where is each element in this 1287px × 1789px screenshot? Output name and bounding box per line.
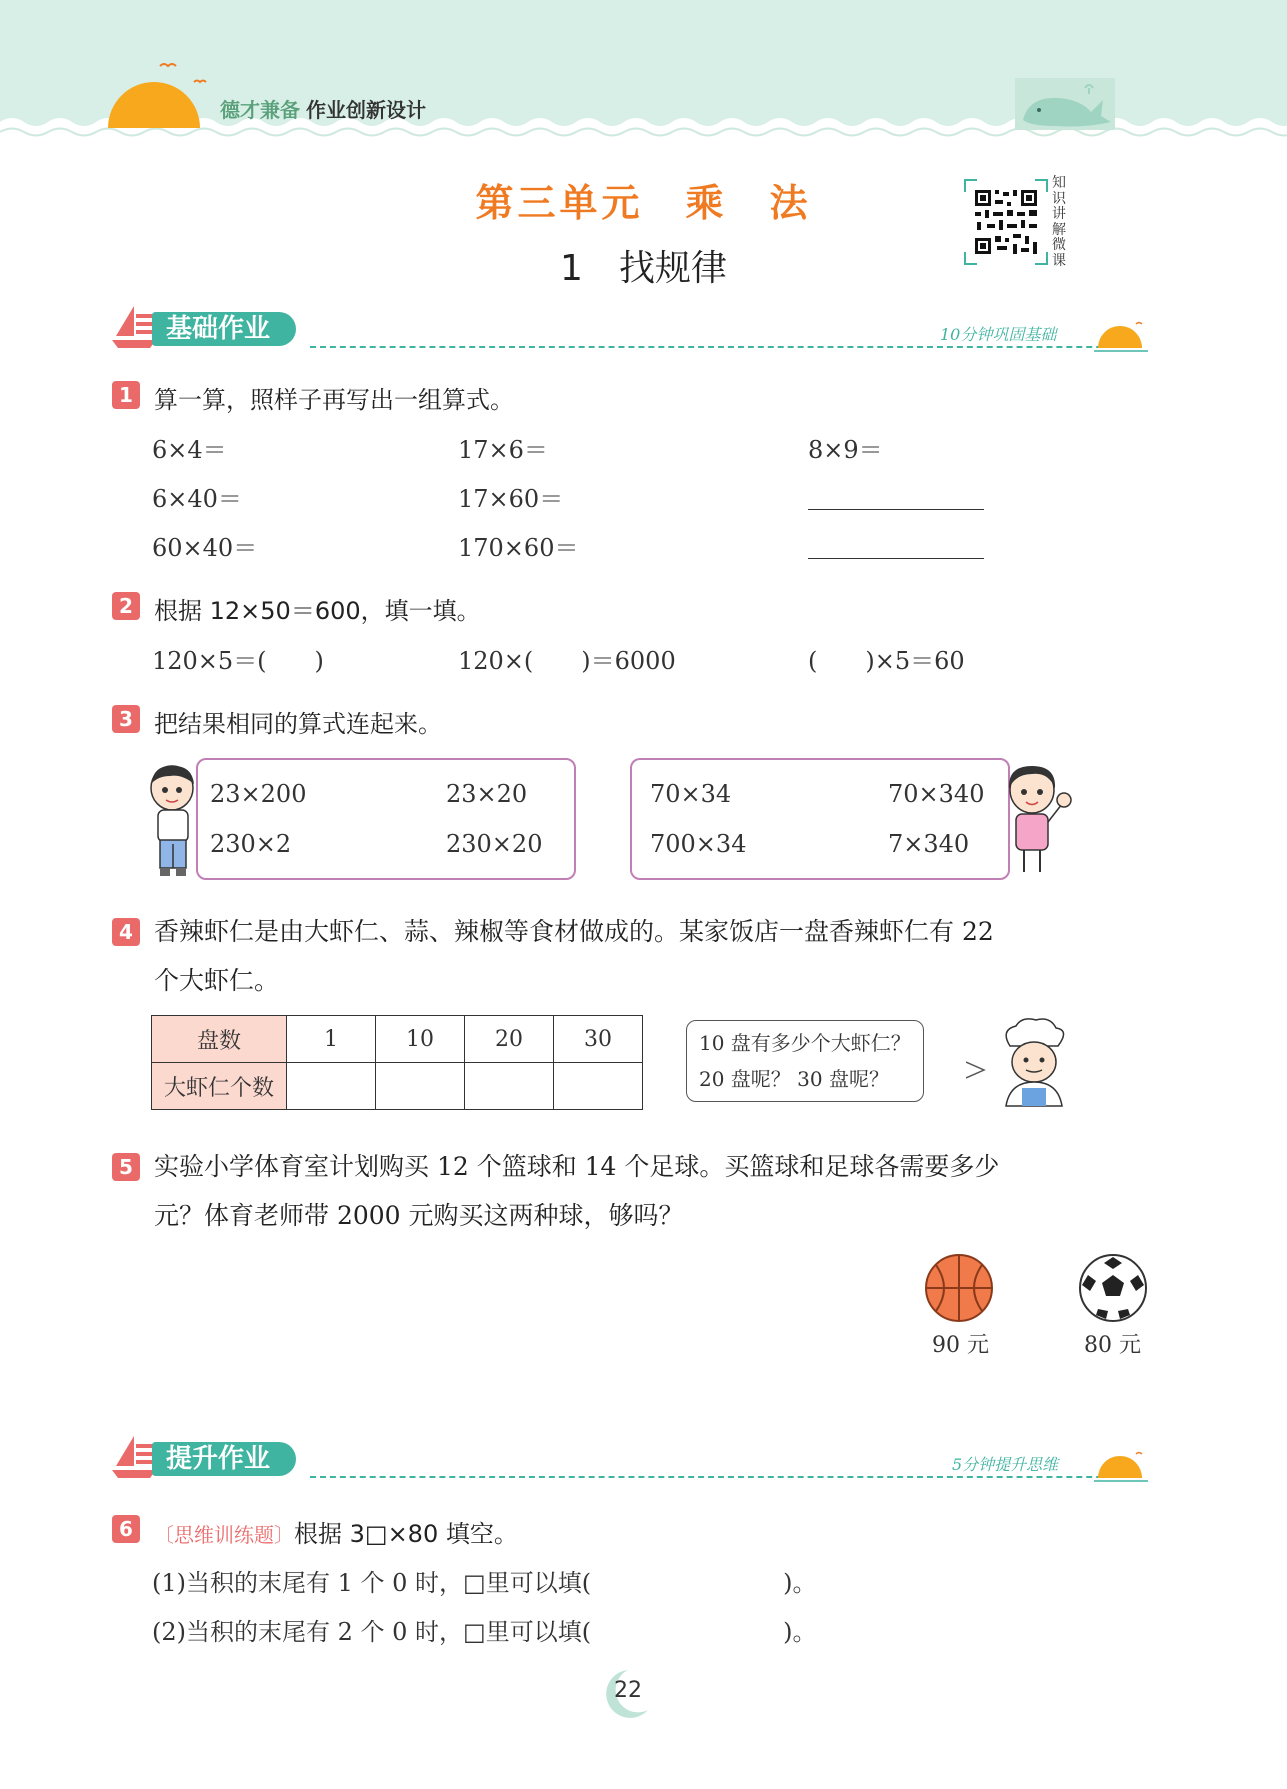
sailboat-icon: [110, 304, 158, 350]
unit-title: 第三单元 乘 法: [475, 181, 812, 225]
match-expr[interactable]: 7×340: [888, 830, 970, 858]
match-expr[interactable]: 70×34: [650, 780, 732, 808]
section-advanced-label: 提升作业: [152, 1442, 296, 1476]
q3-prompt: 把结果相同的算式连起来。: [154, 710, 442, 738]
bubble-tail-icon: [966, 1060, 986, 1082]
q6-part[interactable]: (1)当积的末尾有 1 个 0 时，□里可以填( )。: [152, 1569, 817, 1597]
brand-text: 作业创新设计: [306, 98, 426, 122]
brand-highlight: 德才兼备: [220, 98, 300, 122]
chef-illustration-icon: [996, 1016, 1072, 1108]
q1-expr: 6×40＝: [152, 485, 242, 513]
match-expr[interactable]: 23×200: [210, 780, 307, 808]
q1-expr: 17×60＝: [458, 485, 564, 513]
table-answer-cell[interactable]: [465, 1063, 554, 1110]
table-header-shrimp-count: 大虾仁个数: [152, 1063, 287, 1110]
section-basic-divider: [310, 346, 1142, 348]
question-number: 4: [112, 918, 140, 946]
speech-bubble: [686, 1020, 924, 1102]
bubble-line: 20 盘呢？ 30 盘呢？: [699, 1067, 889, 1091]
q2-item[interactable]: 120×( )＝6000: [458, 647, 676, 675]
q1-expr: 170×60＝: [458, 534, 579, 562]
q6-part[interactable]: (2)当积的末尾有 2 个 0 时，□里可以填( )。: [152, 1618, 817, 1646]
sun-small-icon: [1092, 318, 1150, 354]
table-cell: 1: [287, 1016, 376, 1063]
basketball-icon: [924, 1253, 994, 1323]
qr-label: 知识讲解微课: [1052, 175, 1066, 269]
sun-logo-icon: [100, 56, 210, 136]
q4-line1: 香辣虾仁是由大虾仁、蒜、辣椒等食材做成的。某家饭店一盘香辣虾仁有 22: [154, 917, 994, 946]
question-number: 6: [112, 1515, 140, 1543]
boy-illustration-icon: [146, 764, 200, 878]
section-advanced-divider: [310, 1476, 1142, 1478]
section-advanced-tag: 5分钟提升思维: [952, 1455, 1059, 1474]
question-number: 1: [112, 381, 140, 409]
match-expr[interactable]: 700×34: [650, 830, 747, 858]
brand-title: [220, 94, 426, 123]
table-answer-cell[interactable]: [376, 1063, 465, 1110]
table-header-plates: 盘数: [152, 1016, 287, 1063]
match-expr[interactable]: 230×20: [446, 830, 543, 858]
table-cell: 30: [554, 1016, 643, 1063]
section-basic-tag: 10分钟巩固基础: [940, 325, 1057, 344]
basketball-price: 90 元: [932, 1333, 989, 1358]
q2-item[interactable]: ( )×5＝60: [808, 647, 965, 675]
q6-prompt: 根据 3□×80 填空。: [294, 1520, 518, 1548]
q2-prompt: 根据 12×50＝600，填一填。: [154, 597, 481, 625]
q1-expr: 6×4＝: [152, 436, 227, 464]
question-number: 2: [112, 592, 140, 620]
girl-illustration-icon: [1002, 764, 1074, 878]
q1-prompt: 算一算，照样子再写出一组算式。: [154, 386, 514, 414]
answer-blank-line[interactable]: [808, 558, 984, 559]
section-basic-label: 基础作业: [152, 312, 296, 346]
lesson-title: 1 找规律: [560, 248, 727, 289]
football-price: 80 元: [1084, 1333, 1141, 1358]
q1-expr: 8×9＝: [808, 436, 883, 464]
sailboat-icon: [110, 1434, 158, 1480]
match-box-left: [196, 758, 576, 880]
q5-line1: 实验小学体育室计划购买 12 个篮球和 14 个足球。买篮球和足球各需要多少: [154, 1152, 1000, 1181]
qr-code-icon[interactable]: [963, 178, 1049, 266]
bubble-line: 10 盘有多少个大虾仁？: [699, 1031, 911, 1055]
table-answer-cell[interactable]: [287, 1063, 376, 1110]
q5-line2: 元？体育老师带 2000 元购买这两种球，够吗？: [154, 1201, 684, 1230]
q4-line2: 个大虾仁。: [154, 966, 280, 995]
shrimp-table: [151, 1015, 643, 1110]
table-answer-cell[interactable]: [554, 1063, 643, 1110]
q2-item[interactable]: 120×5＝( ): [152, 647, 324, 675]
match-expr[interactable]: 230×2: [210, 830, 292, 858]
q1-expr: 17×6＝: [458, 436, 548, 464]
q6-prompt-line: [154, 1514, 518, 1549]
table-cell: 20: [465, 1016, 554, 1063]
football-icon: [1078, 1253, 1148, 1323]
answer-blank-line[interactable]: [808, 509, 984, 510]
page-number: 22: [614, 1678, 642, 1703]
question-number: 3: [112, 705, 140, 733]
question-number: 5: [112, 1153, 140, 1181]
match-box-right: [630, 758, 1010, 880]
whale-icon: [1015, 78, 1115, 130]
sun-small-icon: [1092, 1448, 1150, 1484]
q6-tag: 〔思维训练题〕: [154, 1523, 294, 1547]
match-expr[interactable]: 70×340: [888, 780, 985, 808]
match-expr[interactable]: 23×20: [446, 780, 528, 808]
table-cell: 10: [376, 1016, 465, 1063]
q1-expr: 60×40＝: [152, 534, 258, 562]
table-row: [152, 1063, 643, 1110]
table-row: [152, 1016, 643, 1063]
